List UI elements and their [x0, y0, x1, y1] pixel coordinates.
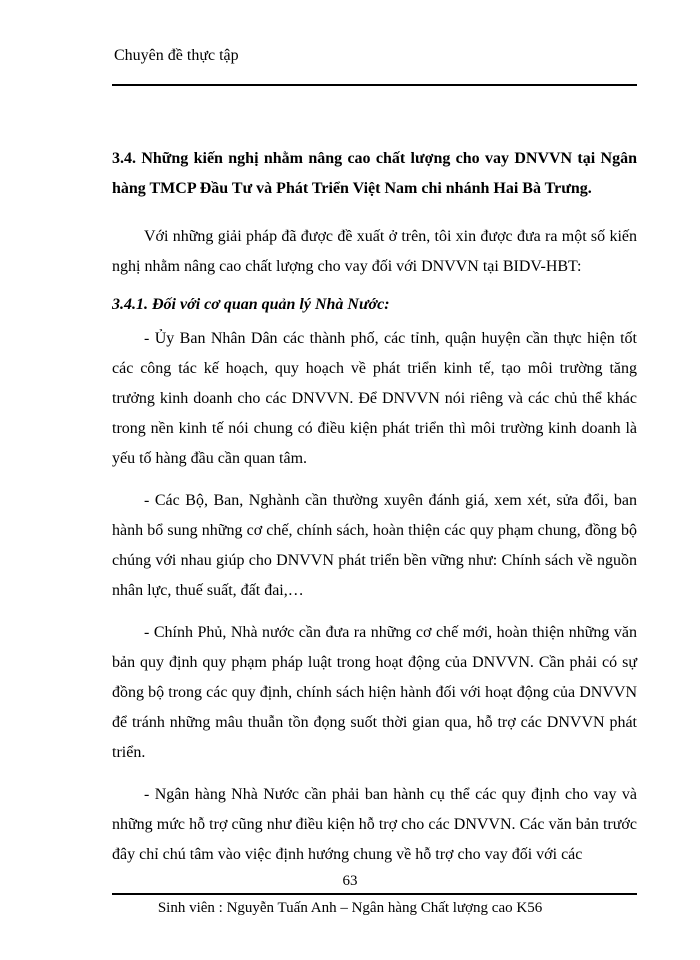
page-number: 63: [342, 873, 358, 889]
bullet-paragraph: - Ủy Ban Nhân Dân các thành phố, các tỉnh, quận huyện cần thực hiện tốt các công tác kế hoạch, quy hoạch về phát triển kinh tế, tạo môi trường tăng trưởng kinh doanh cho các DNVVN. Để DNVVN nói riêng và các chủ thể khác trong nền kinh tế nói chung có điều kiện phát triển thì môi trường kinh doanh là yếu tố hàng đầu cần quan tâm.: [112, 330, 637, 467]
bullet-paragraph: - Ngân hàng Nhà Nước cần phải ban hành cụ thể các quy định cho vay và những mức hỗ trợ cũng như điều kiện hỗ trợ cho các DNVVN. Các văn bản trước đây chỉ chú tâm vào việc định hướng chung về hỗ trợ cho vay đối với các: [112, 786, 637, 863]
bullet-paragraph: - Các Bộ, Ban, Nghành cần thường xuyên đánh giá, xem xét, sửa đổi, ban hành bổ sung những cơ chế, chính sách, hoàn thiện các quy phạm chung, đồng bộ chúng với nhau giúp cho DNVVN phát triển bền vững như: Chính sách về nguồn nhân lực, thuế suất, đất đai,…: [112, 492, 637, 599]
page-body: [112, 144, 637, 870]
bullet-paragraph: - Chính Phủ, Nhà nước cần đưa ra những cơ chế mới, hoàn thiện những văn bản quy định quy phạm pháp luật trong hoạt động của DNVVN. Cần phải có sự đồng bộ trong các quy định, chính sách hiện hành đối với hoạt động của DNVVN để tránh những mâu thuẫn tồn đọng suốt thời gian qua, hỗ trợ các DNVVN phát triển.: [112, 624, 637, 761]
subsection-heading: 3.4.1. Đối với cơ quan quản lý Nhà Nước:: [112, 296, 390, 313]
footer-divider: [112, 893, 637, 895]
page-header-title: Chuyên đề thực tập: [114, 47, 239, 64]
section-heading: 3.4. Những kiến nghị nhằm nâng cao chất lượng cho vay DNVVN tại Ngân hàng TMCP Đầu Tư và Phát Triển Việt Nam chi nhánh Hai Bà Trưng.: [112, 150, 637, 197]
footer-author-line: Sinh viên : Nguyễn Tuấn Anh – Ngân hàng Chất lượng cao K56: [157, 900, 543, 916]
header-divider: [112, 84, 637, 86]
intro-paragraph: Với những giải pháp đã được đề xuất ở trên, tôi xin được đưa ra một số kiến nghị nhằm nâng cao chất lượng cho vay đối với DNVVN tại BIDV-HBT:: [112, 228, 637, 275]
